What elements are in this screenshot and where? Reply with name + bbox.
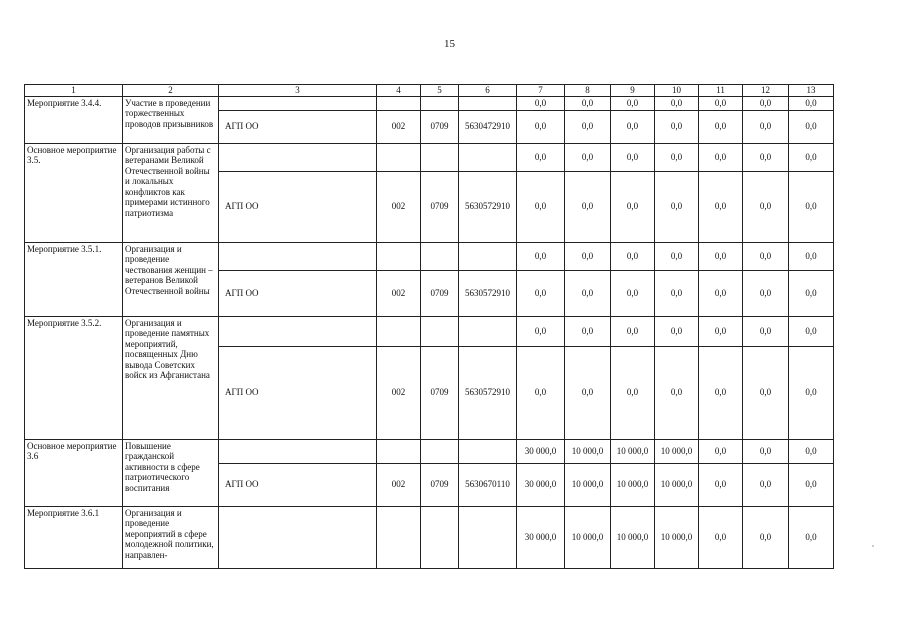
- value-cell: 30 000,0: [517, 506, 565, 568]
- value-cell: 0,0: [789, 110, 834, 143]
- measure-name: Основное мероприятие 3.5.: [25, 143, 123, 242]
- value-cell: 0,0: [611, 346, 655, 439]
- measure-description: Организация работы с ветеранами Великой Отечественной войны и локальных конфликтов как примерами истинного патриотизма: [123, 143, 219, 242]
- value-cell: 0,0: [743, 270, 789, 316]
- value-cell: 0,0: [517, 171, 565, 242]
- value-cell: 0,0: [743, 171, 789, 242]
- value-cell: 0,0: [789, 143, 834, 171]
- value-cell: 0,0: [789, 439, 834, 463]
- col-header: 7: [517, 85, 565, 97]
- value-cell: 0,0: [789, 506, 834, 568]
- code-cell: 0709: [421, 346, 459, 439]
- code-cell: 0709: [421, 463, 459, 506]
- value-cell: 0,0: [743, 346, 789, 439]
- header-row: [25, 85, 834, 97]
- value-cell: 0,0: [789, 242, 834, 270]
- value-cell: 0,0: [699, 171, 743, 242]
- measure-description: Организация и проведение мероприятий в сфере молодежной политики, направлен-: [123, 506, 219, 568]
- code-cell: 002: [377, 463, 421, 506]
- value-cell: 0,0: [789, 346, 834, 439]
- value-cell: 0,0: [655, 242, 699, 270]
- measure-name: Мероприятие 3.5.1.: [25, 242, 123, 316]
- value-cell: 0,0: [789, 463, 834, 506]
- value-cell: 10 000,0: [565, 439, 611, 463]
- value-cell: 0,0: [611, 242, 655, 270]
- value-cell: 0,0: [517, 270, 565, 316]
- measure-description: Повышение гражданской активности в сфере патриотического воспитания: [123, 439, 219, 506]
- value-cell: 10 000,0: [655, 506, 699, 568]
- value-cell: 0,0: [699, 316, 743, 346]
- value-cell: 0,0: [743, 463, 789, 506]
- value-cell: 0,0: [699, 110, 743, 143]
- value-cell: 0,0: [517, 242, 565, 270]
- measure-name: Мероприятие 3.4.4.: [25, 96, 123, 143]
- value-cell: 10 000,0: [611, 439, 655, 463]
- value-cell: 0,0: [611, 110, 655, 143]
- table-row: [25, 143, 834, 171]
- value-cell: 0,0: [565, 316, 611, 346]
- value-cell: 10 000,0: [565, 463, 611, 506]
- measure-description: Организация и проведение памятных мероприятий, посвященных Дню вывода Советских войск из Афганистана: [123, 316, 219, 439]
- code-cell: 5630572910: [459, 270, 517, 316]
- measure-name: Основное мероприятие 3.6: [25, 439, 123, 506]
- measure-name: Мероприятие 3.6.1: [25, 506, 123, 568]
- value-cell: 0,0: [789, 96, 834, 110]
- value-cell: 0,0: [517, 96, 565, 110]
- value-cell: 0,0: [565, 171, 611, 242]
- value-cell: 0,0: [699, 439, 743, 463]
- value-cell: 0,0: [565, 242, 611, 270]
- value-cell: 0,0: [565, 110, 611, 143]
- col-header: 13: [789, 85, 834, 97]
- value-cell: 0,0: [743, 96, 789, 110]
- col-header: 8: [565, 85, 611, 97]
- value-cell: 0,0: [611, 270, 655, 316]
- value-cell: 0,0: [565, 143, 611, 171]
- col-header: 11: [699, 85, 743, 97]
- value-cell: 0,0: [743, 143, 789, 171]
- measure-description: Организация и проведение чествования женщин – ветеранов Великой Отечественной войны: [123, 242, 219, 316]
- value-cell: 0,0: [743, 316, 789, 346]
- value-cell: 10 000,0: [611, 463, 655, 506]
- col-header: 1: [25, 85, 123, 97]
- value-cell: 0,0: [517, 316, 565, 346]
- value-cell: 10 000,0: [565, 506, 611, 568]
- col-header: 5: [421, 85, 459, 97]
- value-cell: 0,0: [699, 96, 743, 110]
- measure-description: Участие в проведении торжественных проводов призывников: [123, 96, 219, 143]
- value-cell: 0,0: [565, 346, 611, 439]
- value-cell: 0,0: [517, 143, 565, 171]
- table-row: [25, 439, 834, 463]
- code-cell: 002: [377, 171, 421, 242]
- table-row: [25, 506, 834, 568]
- agency-cell: АГП ОО: [219, 171, 377, 242]
- col-header: 3: [219, 85, 377, 97]
- value-cell: 10 000,0: [611, 506, 655, 568]
- value-cell: 0,0: [699, 463, 743, 506]
- value-cell: 0,0: [611, 143, 655, 171]
- value-cell: 0,0: [611, 316, 655, 346]
- col-header: 9: [611, 85, 655, 97]
- agency-cell: АГП ОО: [219, 270, 377, 316]
- value-cell: 0,0: [743, 110, 789, 143]
- budget-table: [24, 84, 834, 569]
- measure-name: Мероприятие 3.5.2.: [25, 316, 123, 439]
- value-cell: 0,0: [699, 346, 743, 439]
- agency-cell: АГП ОО: [219, 346, 377, 439]
- value-cell: 0,0: [743, 242, 789, 270]
- value-cell: 0,0: [743, 506, 789, 568]
- agency-cell: АГП ОО: [219, 110, 377, 143]
- code-cell: 0709: [421, 270, 459, 316]
- code-cell: 002: [377, 346, 421, 439]
- col-header: 6: [459, 85, 517, 97]
- value-cell: 0,0: [655, 346, 699, 439]
- scan-speck: [872, 545, 874, 547]
- table-row: [25, 242, 834, 270]
- code-cell: 5630472910: [459, 110, 517, 143]
- value-cell: 0,0: [565, 96, 611, 110]
- col-header: 12: [743, 85, 789, 97]
- value-cell: 30 000,0: [517, 463, 565, 506]
- value-cell: 0,0: [517, 110, 565, 143]
- value-cell: 0,0: [655, 171, 699, 242]
- value-cell: 0,0: [611, 171, 655, 242]
- value-cell: 0,0: [789, 270, 834, 316]
- table-row: [25, 96, 834, 110]
- col-header: 2: [123, 85, 219, 97]
- value-cell: 0,0: [517, 346, 565, 439]
- code-cell: 002: [377, 110, 421, 143]
- code-cell: 0709: [421, 110, 459, 143]
- value-cell: 0,0: [789, 171, 834, 242]
- value-cell: 0,0: [655, 143, 699, 171]
- code-cell: 5630572910: [459, 346, 517, 439]
- value-cell: 0,0: [611, 96, 655, 110]
- value-cell: 0,0: [743, 439, 789, 463]
- value-cell: 0,0: [699, 242, 743, 270]
- value-cell: 0,0: [565, 270, 611, 316]
- code-cell: 002: [377, 270, 421, 316]
- table-row: [25, 316, 834, 346]
- code-cell: 5630670110: [459, 463, 517, 506]
- code-cell: 0709: [421, 171, 459, 242]
- col-header: 10: [655, 85, 699, 97]
- code-cell: 5630572910: [459, 171, 517, 242]
- value-cell: 10 000,0: [655, 463, 699, 506]
- value-cell: 0,0: [699, 143, 743, 171]
- value-cell: 10 000,0: [655, 439, 699, 463]
- col-header: 4: [377, 85, 421, 97]
- value-cell: 0,0: [699, 506, 743, 568]
- value-cell: 0,0: [699, 270, 743, 316]
- value-cell: 0,0: [655, 110, 699, 143]
- value-cell: 30 000,0: [517, 439, 565, 463]
- value-cell: 0,0: [655, 316, 699, 346]
- value-cell: 0,0: [655, 270, 699, 316]
- value-cell: 0,0: [789, 316, 834, 346]
- agency-cell: АГП ОО: [219, 463, 377, 506]
- page-number: 15: [444, 38, 455, 50]
- value-cell: 0,0: [655, 96, 699, 110]
